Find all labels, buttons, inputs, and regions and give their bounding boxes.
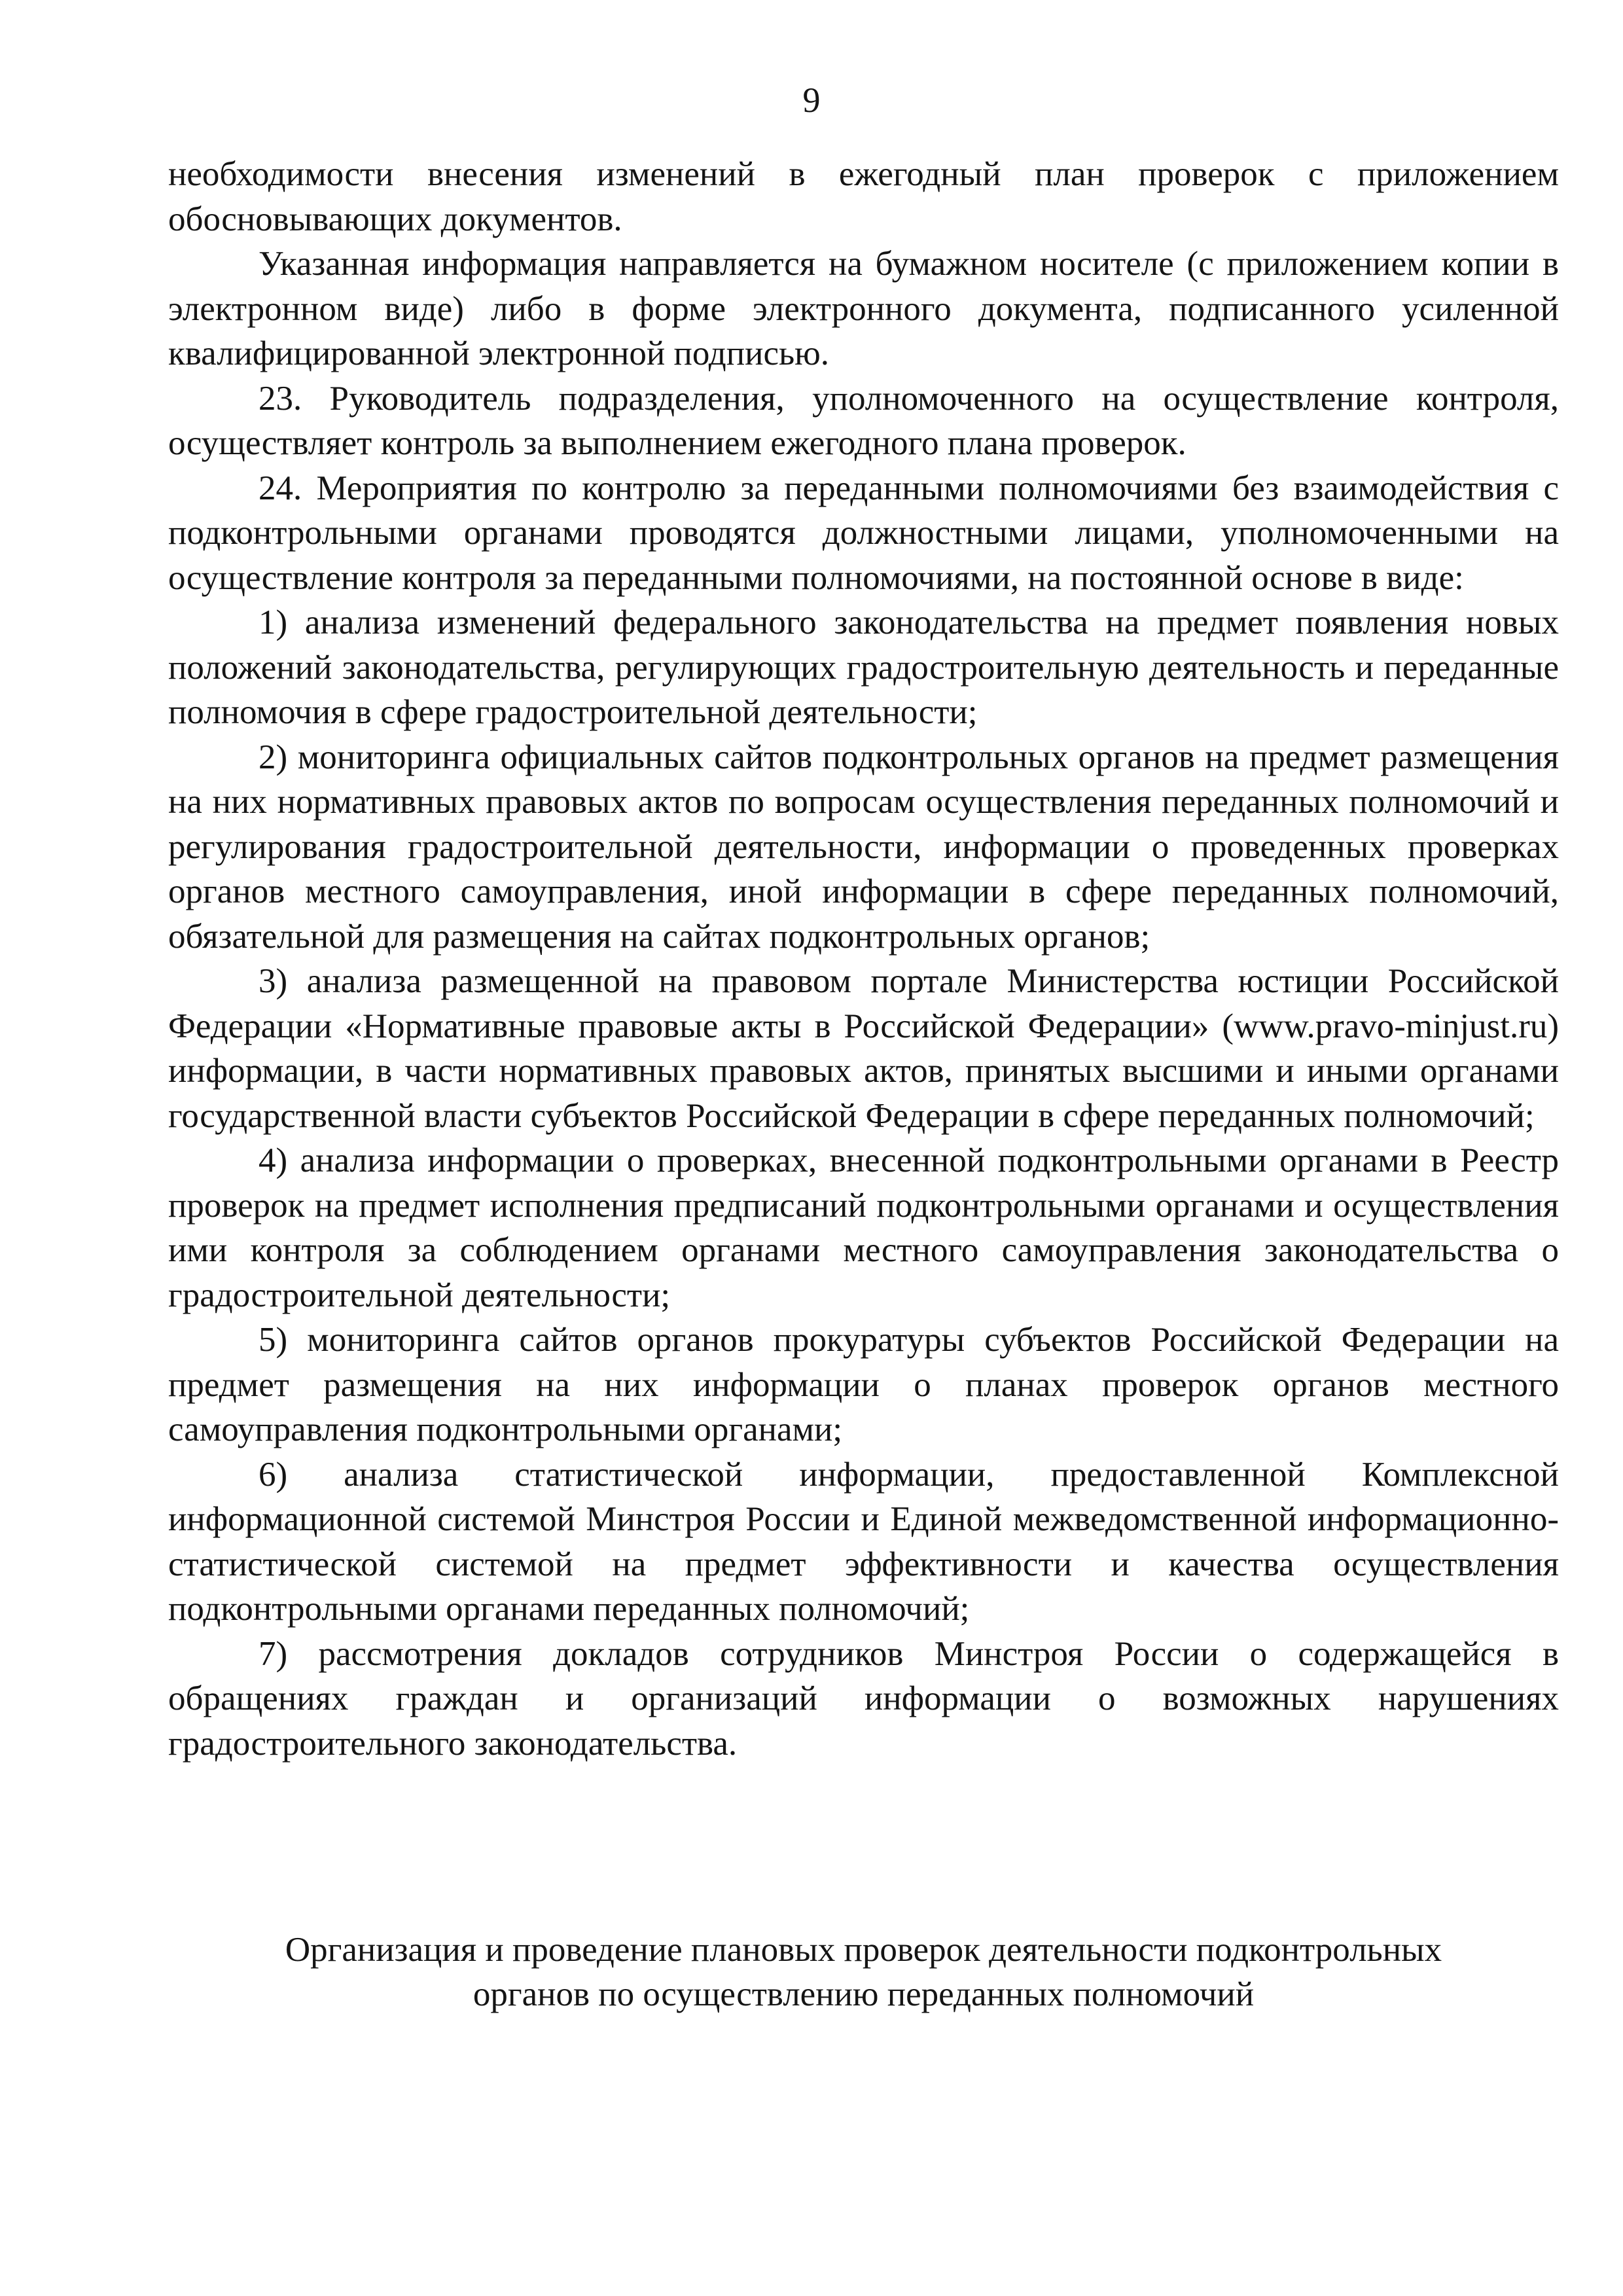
list-item-6: 6) анализа статистической информации, предоставленной Комплексной информационной системой Минстроя России и Единой межведомственной информационно-статистической системой на предмет эффективности и качества осуществления подконтрольными органами переданных полномочий; <box>168 1455 1559 1628</box>
paragraph-continuation: необходимости внесения изменений в ежегодный план проверок с приложением обосновывающих документов. <box>168 155 1559 238</box>
list-item-4: 4) анализа информации о проверках, внесенной подконтрольными органами в Реестр проверок на предмет исполнения предписаний подконтрольными органами и осуществления ими контроля за соблюдением органами местного самоуправления законодательства о градостроительной деятельности; <box>168 1141 1559 1314</box>
section-heading-line-1: Организация и проведение плановых проверок деятельности подконтрольных <box>285 1931 1442 1969</box>
list-item-3: 3) анализа размещенной на правовом портале Министерства юстиции Российской Федерации «Нормативные правовые акты в Российской Федерации» (www.pravo-minjust.ru) информации, в части нормативных правовых актов, принятых высшими и иными органами государственной власти субъектов Российской Федерации в сфере переданных полномочий; <box>168 962 1559 1135</box>
section-heading-line-2: органов по осуществлению переданных полномочий <box>473 1975 1255 2013</box>
document-body <box>168 152 1559 1766</box>
paragraph-item-24: 24. Мероприятия по контролю за переданными полномочиями без взаимодействия с подконтрольными органами проводятся должностными лицами, уполномоченными на осуществление контроля за переданными полномочиями, на постоянной основе в виде: <box>168 469 1559 597</box>
page-number: 9 <box>802 81 821 120</box>
list-item-2: 2) мониторинга официальных сайтов подконтрольных органов на предмет размещения на них нормативных правовых актов по вопросам осуществления переданных полномочий и регулирования градостроительной деятельности, информации о проведенных проверках органов местного самоуправления, иной информации в сфере переданных полномочий, обязательной для размещения на сайтах подконтрольных органов; <box>168 738 1559 956</box>
section-heading <box>168 1928 1559 2017</box>
list-item-7: 7) рассмотрения докладов сотрудников Минстроя России о содержащейся в обращениях граждан и организаций информации о возможных нарушениях градостроительного законодательства. <box>168 1634 1559 1763</box>
list-item-1: 1) анализа изменений федерального законодательства на предмет появления новых положений законодательства, регулирующих градостроительную деятельность и переданные полномочия в сфере градостроительной деятельности; <box>168 603 1559 731</box>
paragraph-info-form: Указанная информация направляется на бумажном носителе (с приложением копии в электронном виде) либо в форме электронного документа, подписанного усиленной квалифицированной электронной подписью. <box>168 245 1559 372</box>
paragraph-item-23: 23. Руководитель подразделения, уполномоченного на осуществление контроля, осуществляет контроль за выполнением ежегодного плана проверок. <box>168 379 1559 462</box>
list-item-5: 5) мониторинга сайтов органов прокуратуры субъектов Российской Федерации на предмет размещения на них информации о планах проверок органов местного самоуправления подконтрольными органами; <box>168 1321 1559 1448</box>
